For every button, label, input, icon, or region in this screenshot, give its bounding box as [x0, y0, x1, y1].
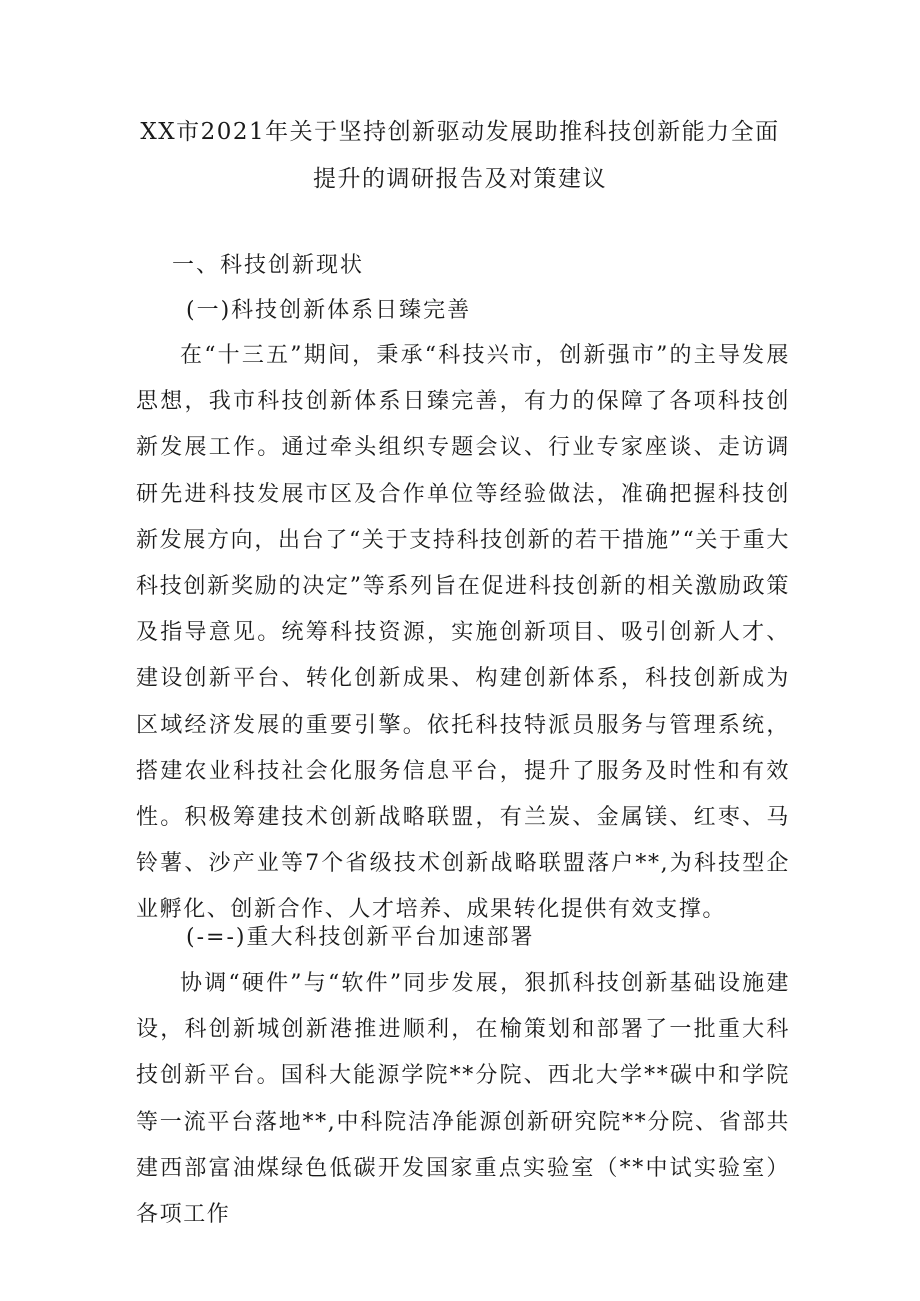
- subsection-heading-major-platforms: (-=-)重大科技创新平台加速部署: [186, 925, 535, 950]
- paragraph-major-platforms: 协调“硬件”与“软件”同步发展，狠抓科技创新基础设施建设，科创新城创新港推进顺利，在榆策划和部署了一批重大科技创新平台。国科大能源学院**分院、西北大学**碳中和学院等一流平台落地**,中科院洁净能源创新研究院**分院、省部共建西部富油煤绿色低碳开发国家重点实验室（**中试实验室）各项工作: [136, 971, 790, 1228]
- document-title-line-1: XX市2021年关于坚持创新驱动发展助推科技创新能力全面: [140, 119, 780, 145]
- paragraph-innovation-system: 在“十三五”期间，秉承“科技兴市，创新强市”的主导发展思想，我市科技创新体系日臻完善，有力的保障了各项科技创新发展工作。通过牵头组织专题会议、行业专家座谈、走访调研先进科技发展市区及合作单位等经验做法，准确把握科技创新发展方向，出台了“关于支持科技创新的若干措施”“关于重大科技创新奖励的决定”等系列旨在促进科技创新的相关激励政策及指导意见。统筹科技资源，实施创新项目、吸引创新人才、建设创新平台、转化创新成果、构建创新体系，科技创新成为区域经济发展的重要引擎。依托科技特派员服务与管理系统，搭建农业科技社会化服务信息平台，提升了服务及时性和有效性。积极筹建技术创新战略联盟，有兰炭、金属镁、红枣、马铃薯、沙产业等7个省级技术创新战略联盟落户**,为科技型企业孵化、创新合作、人才培养、成果转化提供有效支撑。: [136, 343, 790, 923]
- subsection-heading-innovation-system: (一)科技创新体系日臻完善: [186, 298, 472, 323]
- document-title-line-2: 提升的调研报告及对策建议: [313, 166, 607, 192]
- section-heading-status: 一、科技创新现状: [172, 253, 365, 278]
